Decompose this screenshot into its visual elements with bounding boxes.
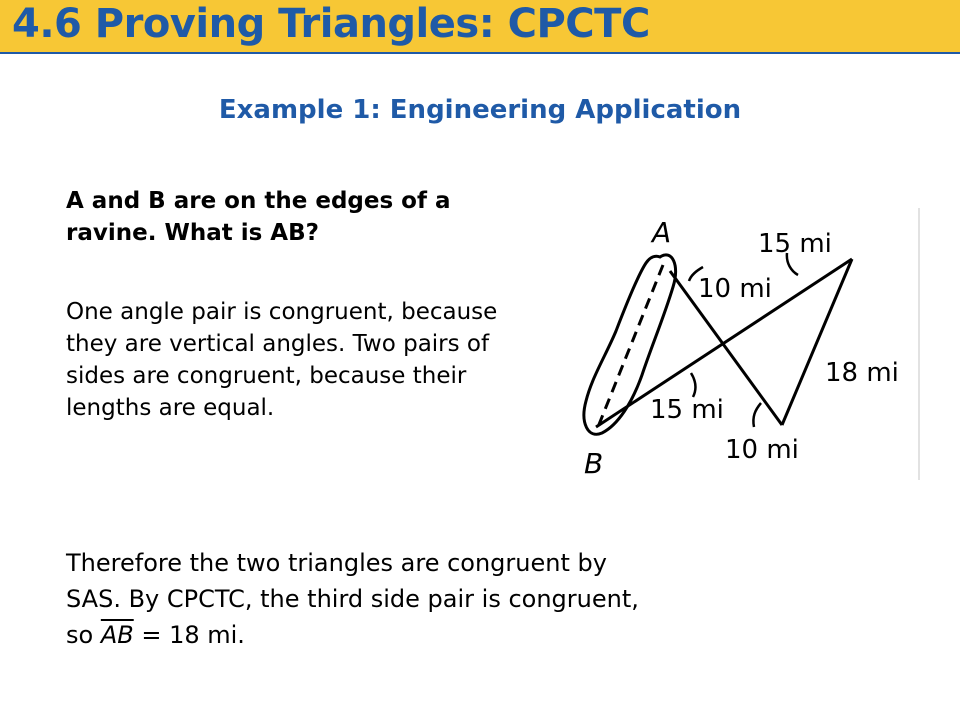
tick-10-bottom (753, 403, 761, 427)
question-text: A and B are on the edges of a ravine. What is AB? (66, 188, 451, 246)
side-bottom-to-right (782, 259, 852, 425)
conclusion-line-2: SAS. By CPCTC, the third side pair is congruent, (66, 585, 639, 613)
label-18: 18 mi (825, 358, 899, 388)
conclusion-suffix: = 18 mi. (133, 621, 245, 649)
point-b-label: B (584, 447, 604, 480)
title-bar (0, 0, 960, 54)
label-15-top: 15 mi (758, 229, 832, 259)
conclusion-text (66, 545, 926, 653)
conclusion-line-3 (66, 617, 926, 653)
slide-title: 4.6 Proving Triangles: CPCTC (12, 1, 650, 47)
label-10-bottom: 10 mi (725, 435, 799, 465)
conclusion-line-1: Therefore the two triangles are congruent by (66, 549, 607, 577)
label-10-top: 10 mi (698, 274, 772, 304)
point-a-label: A (652, 216, 672, 249)
tick-15-bottom (691, 373, 695, 397)
ravine-diagram (540, 205, 920, 483)
explanation-text: One angle pair is congruent, because they are vertical angles. Two pairs of sides are congruent, because their lengths are equal. (66, 299, 498, 421)
label-15-bottom: 15 mi (650, 395, 724, 425)
example-heading: Example 1: Engineering Application (218, 95, 742, 125)
ravine-figure (540, 205, 920, 483)
segment-ab: $\overline{AB}$ (100, 621, 134, 649)
conclusion-prefix: so (66, 621, 101, 649)
